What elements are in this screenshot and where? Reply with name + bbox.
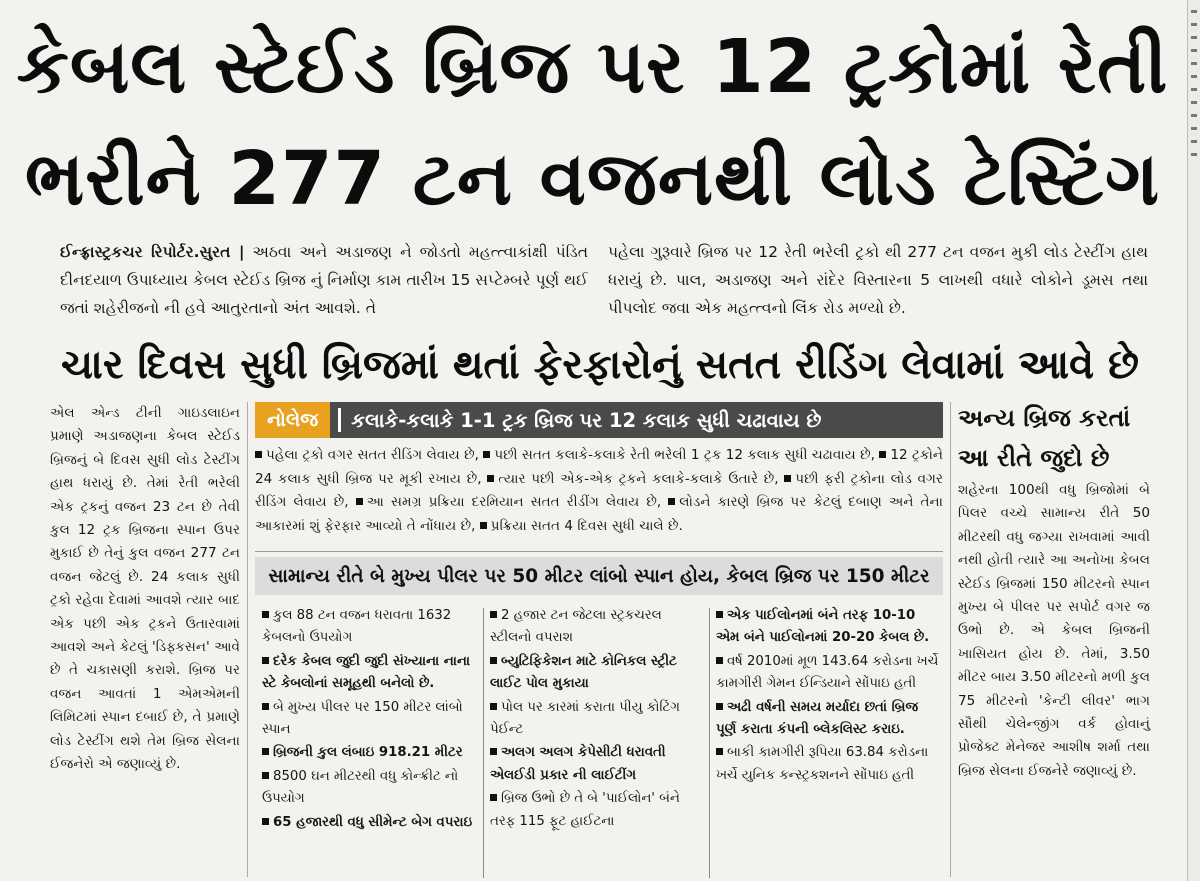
fact-item: એક પાઈલોનમાં બંને તરફ 10-10 એમ બંને પાઈલોનમાં 20-20 કેબલ છે. [716,608,930,646]
fact-item: દરેક કેબલ જુદી જુદી સંખ્યાના નાના સ્ટે કેબલોનાં સમૂહથી બનેલો છે. [262,653,471,692]
bullet-square-icon [262,657,269,664]
knowledge-title: કલાકે-કલાકે 1-1 ટ્રક બ્રિજ પર 12 કલાક સુધી ચઢાવાય છે [351,408,822,432]
facts-column-2 [490,605,702,834]
bullet-square-icon [490,748,497,755]
bullet-square-icon [483,451,490,458]
headline-line-1: કેબલ સ્ટેઈડ બ્રિજ પર 12 ટ્રકોમાં રેતી [16,24,1169,110]
bullet-square-icon [716,611,723,618]
adjacent-column-edge [1187,0,1200,881]
knowledge-point: પછી સતત કલાકે-કલાકે રેતી ભરેલી 1 ટ્રક 12 કલાક સુધી ચઢાવાય છે, [494,447,875,463]
knowledge-header [255,402,943,438]
bullet-square-icon [490,794,497,801]
bullet-square-icon [262,818,269,825]
side-title [958,398,1158,478]
knowledge-point: ત્યાર પછી એક-એક ટ્રકને કલાકે-કલાકે ઉતારે છે, [498,470,779,487]
knowledge-point: પ્રક્રિયા સતત 4 દિવસ સુધી ચાલે છે. [490,517,683,534]
knowledge-separator [338,408,341,432]
fact-item: પોલ પર કારમાં કરાતા પીયુ કોટિંગ પેઈન્ટ [490,699,680,738]
bullet-square-icon [480,522,487,529]
bullet-square-icon [262,748,269,755]
intro-left-paragraph [60,238,588,322]
intro-right-paragraph: પહેલા ગુરૂવારે બ્રિજ પર 12 રેતી ભરેલી ટ્રકો થી 277 ટન વજન મુકી લોડ ટેસ્ટીંગ હાથ ધરાયું છે. પાલ, અડાજણ અને રાંદેર વિસ્તારના 5 લાખથી વધારે લોકોને ડૂમસ તથા પીપલોદ જવા એક મહત્ત્વનો લિંક રોડ મળ્યો છે. [608,243,1148,317]
fact-item: બ્રિજ ઉભો છે તે બે 'પાઈલોન' બંને તરફ 115 ફૂટ હાઈટના [490,791,680,829]
bullet-square-icon [356,498,363,505]
knowledge-point: પછી ફરી ટ્રકોના લોડ વગર રીડિંગ લેવાય છે, [255,470,943,511]
bullet-square-icon [668,498,675,505]
knowledge-point: આ સમગ્ર પ્રક્રિયા દરમિયાન સતત રીડીંગ લેવાય છે, [366,494,662,511]
fact-item: 65 હજારથી વધુ સીમેન્ટ બેગ વપરાઇ [262,812,477,834]
facts-column-1 [262,605,477,835]
fact-item: 2 હજાર ટન જેટલા સ્ટ્રકચરલ સ્ટીલનો વપરાશ [490,608,662,646]
facts-divider [483,608,484,878]
bullet-square-icon [716,703,723,710]
bullet-square-icon [490,703,497,710]
knowledge-tag: નોલેજ [255,402,330,438]
knowledge-point: 12 ટ્રકોને 24 કલાક સુધી બ્રિજ પર મૂકી રખાય છે, [255,447,944,487]
side-title-line-1: અન્ય બ્રિજ કરતાં [958,404,1131,432]
intro-left-text: અઠવા અને અડાજણ ને જોડતો મહત્ત્વાકાંક્ષી પંડિત દીનદયાળ ઉપાધ્યાય કેબલ સ્ટેઈડ બ્રિજ નું નિર્માણ કામ તારીખ 15 સપ્ટેમ્બરે પૂર્ણ થઈ જતાં શહેરીજનો ની હવે આતુરતાનો અંત આવશે. તે [60,243,588,317]
fact-item: વર્ષ 2010માં મૂળ 143.64 કરોડના ખર્ચે કામગીરી ગેમન ઈન્ડિયાને સોંપાઇ હતી [716,653,939,692]
fact-item: કુલ 88 ટન વજન ધરાવતા 1632 કેબલનો ઉપયોગ [262,608,452,646]
fact-item: બ્રિજની કુલ લંબાઇ 918.21 મીટર [262,742,477,764]
headline-line-2: ભરીને 277 ટન વજનથી લોડ ટેસ્ટિંગ [25,136,1160,222]
section-divider [255,551,943,552]
fact-item: અઢી વર્ષની સમય મર્યાદા છતાં બ્રિજ પૂર્ણ કરાતા કંપની બ્લેકલિસ્ટ કરાઇ. [716,699,918,738]
knowledge-body [255,444,943,538]
fact-item: બાકી કામગીરી રૂપિયા 63.84 કરોડના ખર્ચે યુનિક કન્સ્ટ્રકશનને સોંપાઇ હતી [716,745,929,783]
bullet-square-icon [487,475,494,482]
bullet-square-icon [716,657,723,664]
side-title-line-2: આ રીતે જુદો છે [958,444,1110,472]
bullet-square-icon [255,451,262,458]
fact-item: 8500 ઘન મીટરથી વધુ કોન્ક્રીટ નો ઉપયોગ [262,768,459,807]
fact-item: બ્યુટિફિકેશન માટે કોનિકલ સ્ટ્રીટ લાઈટ પોલ મુકાયા [490,653,677,692]
bullet-square-icon [262,772,269,779]
bullet-square-icon [262,703,269,710]
bullet-square-icon [490,657,497,664]
bullet-square-icon [716,748,723,755]
fact-item: અલગ અલગ કેપેસીટી ધરાવતી એલઈડી પ્રકાર ની લાઈટીંગ [490,745,666,783]
bullet-square-icon [784,475,791,482]
knowledge-point: લોડને કારણે બ્રિજ પર કેટલું દબાણ અને તેના આકારમાં શું ફેરફાર આવ્યો તે નોંધાય છે, [255,494,943,534]
fact-item: બે મુખ્ય પીલર પર 150 મીટર લાંબો સ્પાન [262,699,463,738]
bullet-square-icon [490,611,497,618]
facts-divider [709,608,710,878]
span-comparison-bar: સામાન્ય રીતે બે મુખ્ય પીલર પર 50 મીટર લાંબો સ્પાન હોય, કેબલ બ્રિજ પર 150 મીટર [255,557,943,595]
knowledge-point: પહેલા ટ્રકો વગર સતત રીડિંગ લેવાય છે, [266,447,479,463]
subheadline: ચાર દિવસ સુધી બ્રિજમાં થતાં ફેરફારોનું સતત રીડિંગ લેવામાં આવે છે [61,342,1139,388]
column-divider-right [950,402,951,877]
right-column-text: શહેરના 100થી વધુ બ્રિજોમાં બે પિલર વચ્ચે સામાન્ય રીતે 50 મીટરથી વધુ જગ્યા રાખવામાં આવી નથી હોતી ત્યારે આ અનોખા કેબલ સ્ટેઈડ બ્રિજમાં 150 મીટરનો સ્પાન મુખ્ય બે પીલર પર સપોર્ટ વગર જ ઉભો છે. એ કેબલ બ્રિજની ખાસિયત હોય છે. તેમાં, 3.50 મીટર બાય 3.50 મીટરનો મળી કુલ 75 મીટરનો 'કેન્ટી લીવર' ભાગ સૌથી ચેલેન્જીંગ વર્ક હોવાનું પ્રોજેક્ટ મેનેજર આશીષ શર્મા તથા બ્રિજ સેલના ઈજનેરે જણાવ્યું છે. [958,482,1150,779]
facts-column-3 [716,605,940,788]
column-divider-left [247,402,248,877]
byline: ઈન્ફ્રાસ્ટ્રકચર રિપોર્ટર.સુરત | [60,243,245,261]
bullet-square-icon [879,451,886,458]
left-column-text: એલ એન્ડ ટીની ગાઇડલાઇન પ્રમાણે અડાજણના કેબલ સ્ટેઈડ બ્રિજનું બે દિવસ સુધી લોડ ટેસ્ટીંગ હાથ ધરાયું છે. તેમાં રેતી ભરેલી એક ટ્રકનું વજન 23 ટન છે તેવી કુલ 12 ટ્રક બ્રિજના સ્પાન ઉપર મુકાઈ છે તેનું કુલ વજન 277 ટન વજન જેટલું છે. 24 કલાક સુધી ટ્રકો રહેવા દેવામાં આવશે ત્યાર બાદ એક પછી એક ટ્રકને ઉતારવામાં આવશે અને કેટલું 'ડિફ્કસન' આવે છે તે ચકાસણી કરાશે. બ્રિજ પર વજન આવતાં 1 એમએમની લિમિટમાં સ્પાન દબાઈ છે, તે પ્રમાણે લોડ ટેસ્ટીંગ થશે તેમ બ્રિજ સેલના ઈજનેરો એ જણાવ્યું છે. [50,405,240,773]
bullet-square-icon [262,611,269,618]
